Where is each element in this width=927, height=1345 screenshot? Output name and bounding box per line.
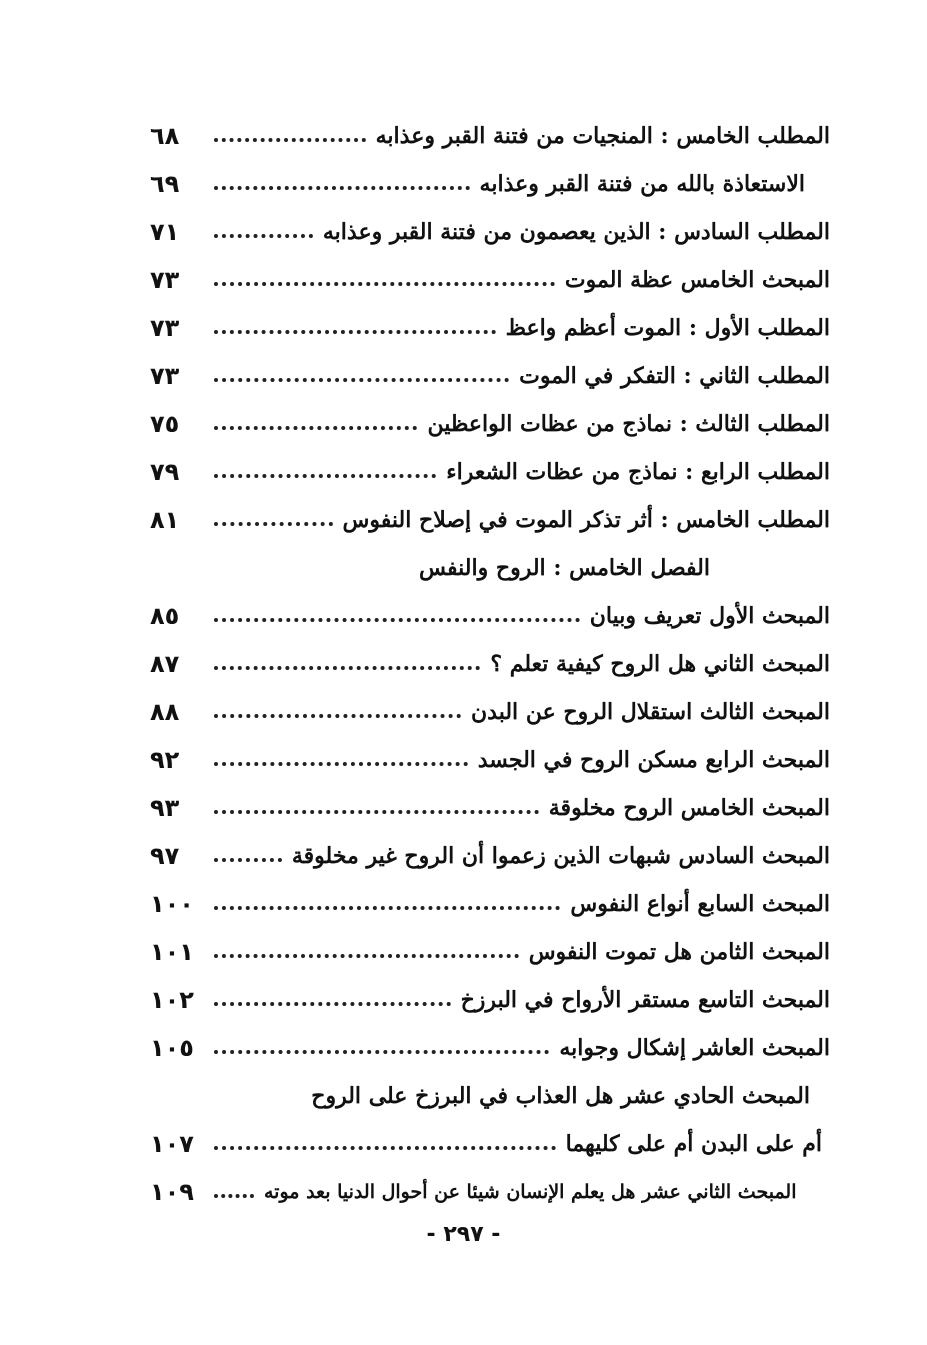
toc-row [150,592,830,640]
toc-entry-title: المبحث الثاني عشر هل يعلم الإنسان شيئا عن أحوال الدنيا بعد موته [264,1181,797,1203]
toc-page-number: ٩٣ [150,794,180,822]
toc-entry-title: المبحث السادس شبهات الذين زعموا أن الروح غير مخلوقة [291,843,830,869]
toc-row [150,688,830,736]
toc-row [150,256,830,304]
leader-dots [214,282,555,286]
toc-entry-title: الاستعاذة بالله من فتنة القبر وعذابه [479,171,805,197]
toc-row [150,832,830,880]
toc-entry-title: المبحث الرابع مسكن الروح في الجسد [477,747,830,773]
toc-row [150,1024,830,1072]
leader-dots [214,1194,254,1198]
toc-page-number: ١٠٩ [150,1178,194,1206]
toc-row [150,160,830,208]
toc-page-number: ١٠٢ [150,986,194,1014]
leader-dots [214,618,580,622]
leader-dots [214,1146,556,1150]
toc-entry-title: المبحث الثامن هل تموت النفوس [528,939,830,965]
toc-entry-title: المطلب الثاني : التفكر في الموت [519,363,830,389]
toc-entry-title: المبحث الثاني هل الروح كيفية تعلم ؟ [490,651,830,677]
toc-row [150,1072,830,1120]
toc-row [150,1120,830,1168]
leader-dots [214,378,509,382]
toc-page-number: ٨١ [150,506,180,534]
toc-row [150,736,830,784]
toc-page-number: ١٠٧ [150,1130,194,1158]
toc-entry-title: المطلب الأول : الموت أعظم واعظ [505,315,830,341]
toc-page-number: ٧٣ [150,314,180,342]
toc-entry-title: المطلب الرابع : نماذج من عظات الشعراء [446,459,830,485]
leader-dots [214,1050,549,1054]
leader-dots [214,474,436,478]
toc-row [150,496,830,544]
page-number-footer: - ٢٩٧ - [426,1222,501,1247]
leader-dots [214,858,282,862]
toc-row [150,976,830,1024]
toc-entry-title: المبحث الثالث استقلال الروح عن البدن [471,699,830,725]
toc-entry-title: المبحث العاشر إشكال وجوابه [559,1035,830,1061]
toc-page-number: ٧٣ [150,362,180,390]
toc-row [150,928,830,976]
toc-entry-title: المطلب الخامس : أثر تذكر الموت في إصلاح النفوس [342,507,830,533]
toc-entry-title: أم على البدن أم على كليهما [565,1131,822,1157]
toc-page-number: ٨٧ [150,650,180,678]
toc-page-number: ٨٥ [150,602,180,630]
toc-row [150,880,830,928]
toc-page-number: ٧١ [150,218,180,246]
table-of-contents [150,112,830,1216]
toc-page-number: ٧٩ [150,458,180,486]
leader-dots [214,330,496,334]
leader-dots [214,810,539,814]
toc-entry-title: المبحث السابع أنواع النفوس [570,891,830,917]
leader-dots [214,714,461,718]
toc-row [150,400,830,448]
toc-entry-title: المبحث الخامس الروح مخلوقة [548,795,830,821]
toc-row [150,352,830,400]
toc-entry-title: المبحث التاسع مستقر الأرواح في البرزخ [460,987,830,1013]
toc-entry-title: المطلب الثالث : نماذج من عظات الواعظين [427,411,830,437]
toc-entry-title: المطلب الخامس : المنجيات من فتنة القبر وعذابه [375,123,830,149]
leader-dots [214,762,468,766]
toc-page-number: ١٠٥ [150,1034,194,1062]
leader-dots [214,1002,451,1006]
toc-entry-title: المبحث الخامس عظة الموت [564,267,830,293]
leader-dots [214,522,333,526]
toc-row [150,448,830,496]
toc-page-number: ٩٢ [150,746,180,774]
leader-dots [214,954,519,958]
toc-entry-title: المبحث الحادي عشر هل العذاب في البرزخ على الروح [311,1083,810,1109]
toc-page-number: ٦٩ [150,170,180,198]
toc-page-number: ٩٧ [150,842,180,870]
toc-row [150,304,830,352]
toc-row [150,640,830,688]
toc-page-number: ٧٥ [150,410,180,438]
toc-row [150,208,830,256]
toc-entry-title: المطلب السادس : الذين يعصمون من فتنة القبر وعذابه [322,219,830,245]
toc-row [150,1168,830,1216]
leader-dots [214,906,560,910]
leader-dots [214,666,480,670]
chapter-heading: الفصل الخامس : الروح والنفس [418,555,710,581]
leader-dots [214,138,366,142]
toc-page-number: ٦٨ [150,122,180,150]
leader-dots [214,426,417,430]
toc-page-number: ١٠٠ [150,890,194,918]
toc-row [150,112,830,160]
toc-entry-title: المبحث الأول تعريف وبيان [589,603,830,629]
toc-page-number: ٧٣ [150,266,180,294]
toc-page-number: ١٠١ [150,938,194,966]
toc-row [150,784,830,832]
toc-page-number: ٨٨ [150,698,180,726]
leader-dots [214,186,470,190]
leader-dots [214,234,313,238]
chapter-heading-row [150,544,830,592]
